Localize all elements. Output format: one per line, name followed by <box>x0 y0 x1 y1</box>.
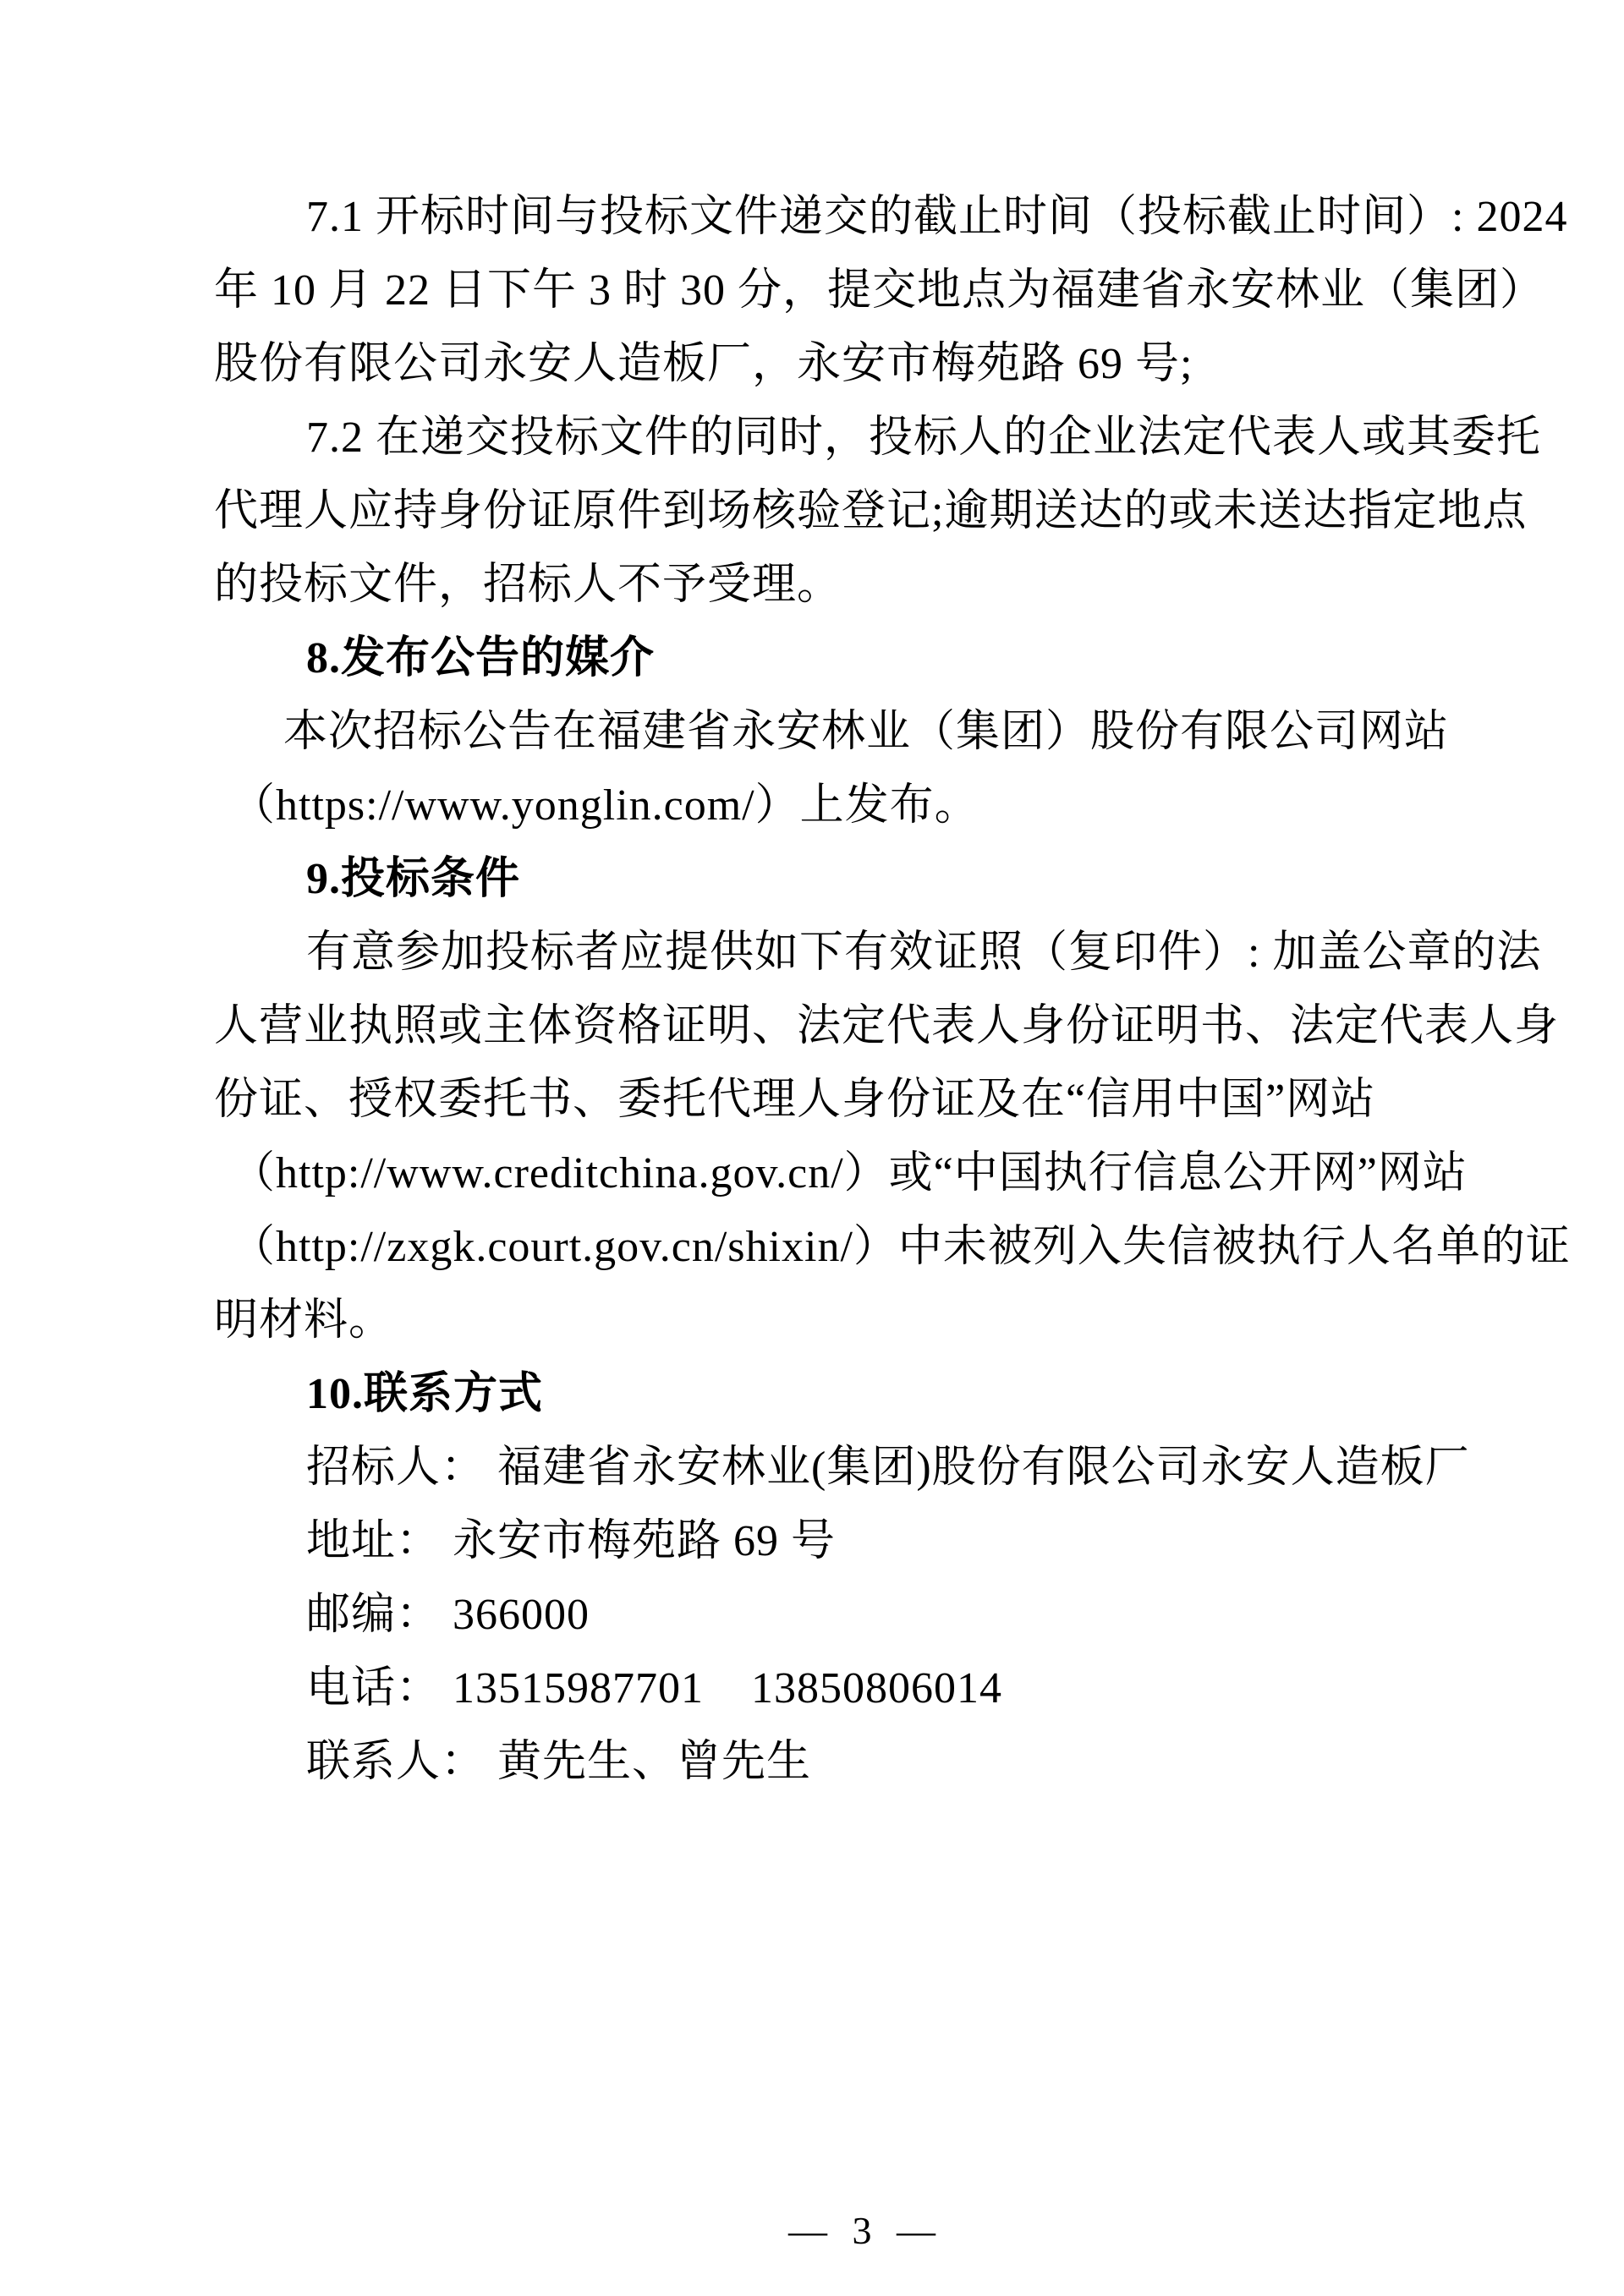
contact-phone-line: 电话： 13515987701 13850806014 <box>306 1664 1003 1712</box>
section-10-heading: 10.联系方式 <box>306 1370 544 1418</box>
section-9-line-5-url: （http://zxgk.court.gov.cn/shixin/）中未被列入失信被执行人名单的证 <box>231 1223 1571 1271</box>
section-9-line-4-url: （http://www.creditchina.gov.cn/）或“中国执行信息公开网”网站 <box>231 1149 1468 1197</box>
section-8-heading: 8.发布公告的媒介 <box>306 634 656 682</box>
section-9-line-2: 人营业执照或主体资格证明、法定代表人身份证明书、法定代表人身 <box>214 1002 1560 1050</box>
contact-tenderer-line: 招标人： 福建省永安林业(集团)股份有限公司永安人造板厂 <box>306 1444 1470 1492</box>
contact-address-line: 地址： 永安市梅苑路 69 号 <box>306 1517 837 1565</box>
clause-7-1-line-2: 年 10 月 22 日下午 3 时 30 分，提交地点为福建省永安林业（集团） <box>214 266 1545 315</box>
section-9-line-3: 份证、授权委托书、委托代理人身份证及在“信用中国”网站 <box>214 1076 1376 1124</box>
section-9-line-1: 有意参加投标者应提供如下有效证照（复印件）: 加盖公章的法 <box>306 929 1542 977</box>
page-footer <box>0 2119 1624 2296</box>
clause-7-2-line-2: 代理人应持身份证原件到场核验登记;逾期送达的或未送达指定地点 <box>214 487 1528 535</box>
page-number: — 3 — <box>788 2209 935 2252</box>
section-8-line-2-url: （https://www.yonglin.com/）上发布。 <box>231 781 979 830</box>
section-9-heading: 9.投标条件 <box>306 855 521 903</box>
clause-7-1-line-3: 股份有限公司永安人造板厂，永安市梅苑路 69 号; <box>214 340 1193 388</box>
section-8-line-1: 本次招标公告在福建省永安林业（集团）股份有限公司网站 <box>283 708 1450 756</box>
contact-postcode-line: 邮编： 366000 <box>306 1591 590 1639</box>
clause-7-1-line-1: 7.1 开标时间与投标文件递交的截止时间（投标截止时间）: 2024 <box>306 193 1568 241</box>
document-body <box>214 180 1571 1799</box>
section-9-line-6: 明材料。 <box>214 1296 394 1345</box>
clause-7-2-line-3: 的投标文件，招标人不予受理。 <box>214 561 842 609</box>
contact-person-line: 联系人： 黄先生、曾先生 <box>306 1738 812 1786</box>
clause-7-2-line-1: 7.2 在递交投标文件的同时，投标人的企业法定代表人或其委托 <box>306 414 1542 462</box>
